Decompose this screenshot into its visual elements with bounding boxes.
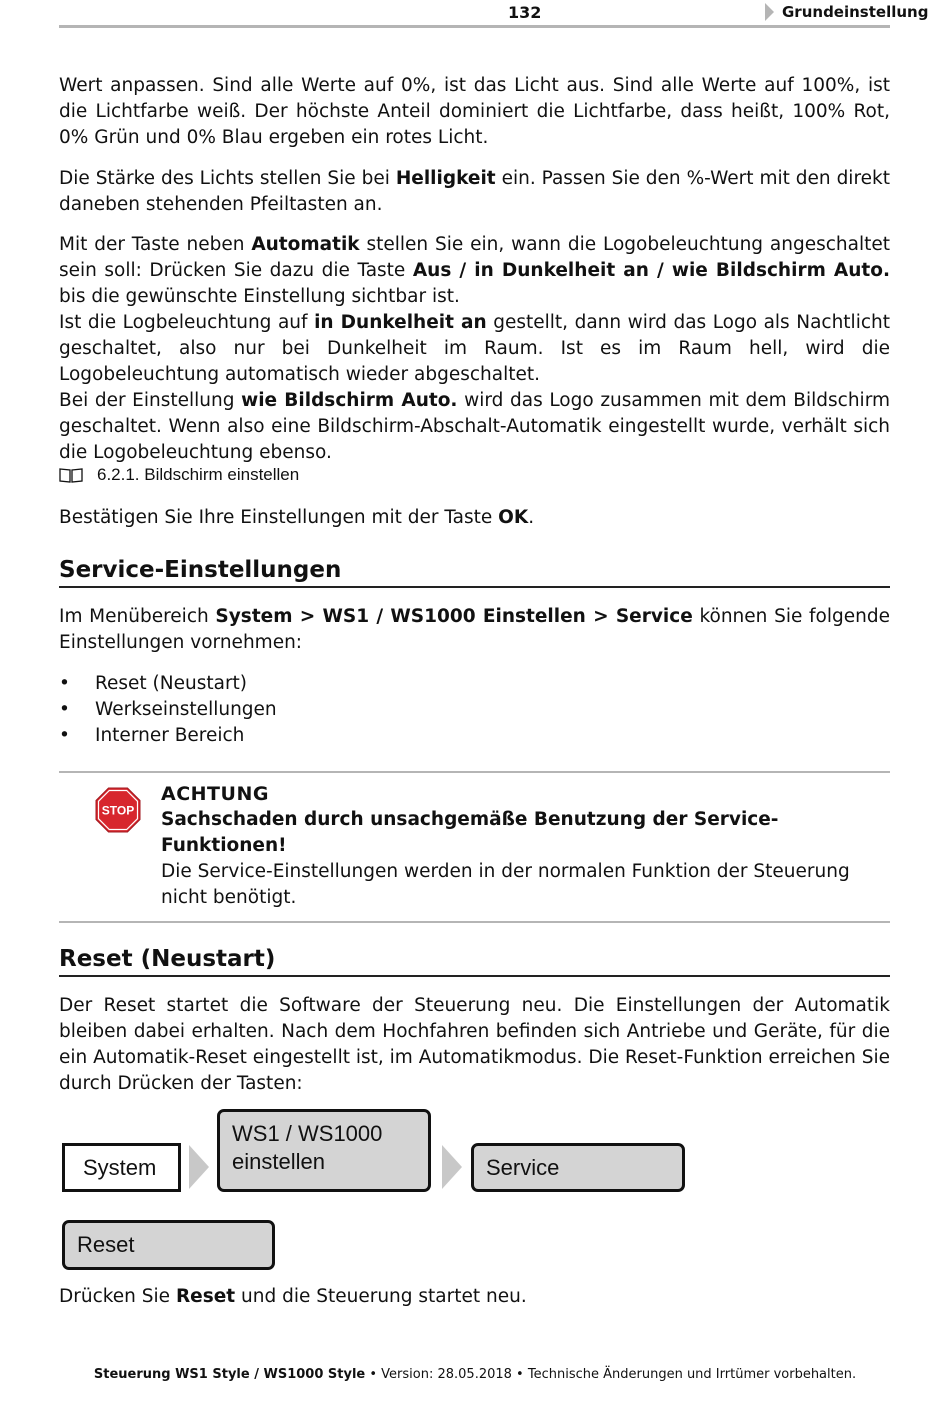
chevron-right-icon bbox=[765, 3, 774, 21]
system-button[interactable]: System bbox=[62, 1143, 181, 1192]
page-header bbox=[59, 0, 929, 28]
arrow-right-icon bbox=[442, 1145, 462, 1189]
paragraph-reset-final: Drücken Sie Reset und die Steuerung startet neu. bbox=[59, 1286, 527, 1307]
warning-text bbox=[161, 781, 861, 911]
cross-reference-label: 6.2.1. Bildschirm einstellen bbox=[97, 465, 300, 484]
warning-body: Die Service-Einstellungen werden in der normalen Funktion der Steuerung nicht benötigt. bbox=[161, 861, 850, 908]
list-item: • Interner Bereich bbox=[59, 723, 277, 749]
stop-sign-label: STOP bbox=[101, 803, 135, 818]
chapter-label: Grundeinstellung bbox=[782, 3, 929, 21]
warning-box bbox=[59, 771, 890, 923]
paragraph-color-values: Wert anpassen. Sind alle Werte auf 0%, ist das Licht aus. Sind alle Werte auf 100%, ist die Lichtfarbe weiß. Der höchste Anteil dominiert die Lichtfarbe, dass heißt, 100% Rot, 0% Grün und 0% Blau ergeben ein rotes Licht. bbox=[59, 75, 890, 148]
service-options-list bbox=[59, 671, 277, 749]
list-item: • Werkseinstellungen bbox=[59, 697, 277, 723]
paragraph-logo-automatic: Mit der Taste neben Automatik stellen Sie ein, wann die Logobeleuchtung angeschaltet sein soll: Drücken Sie dazu die Taste Aus / in Dunkelheit an / wie Bildschirm Auto. bis die gewünschte Einstellung sichtbar ist. Ist die Logbeleuchtung auf in Dunkelheit an gestellt, dann wird das Logo als Nachtlicht geschaltet, also nur bei Dunkelheit im Raum. Ist es im Raum hell, wird die Logobeleuchtung automatisch wieder abgeschaltet. Bei der Einstellung wie Bildschirm Auto. wird das Logo zusammen mit dem Bildschirm geschaltet. Wenn also eine Bildschirm-Abschalt-Automatik eingestellt wurde, verhält sich die Logobeleuchtung ebenso. bbox=[59, 234, 890, 463]
footer-product: Steuerung WS1 Style / WS1000 Style bbox=[93, 1367, 366, 1382]
warning-subtitle: Sachschaden durch unsachgemäße Benutzung der Service-Funktionen! bbox=[161, 809, 779, 856]
ws-settings-button-line1: WS1 / WS1000 bbox=[232, 1121, 383, 1146]
book-icon bbox=[59, 467, 83, 483]
cross-reference[interactable] bbox=[59, 465, 299, 485]
chapter-title bbox=[765, 3, 928, 21]
ws-settings-button[interactable] bbox=[217, 1109, 431, 1192]
paragraph-brightness: Die Stärke des Lichts stellen Sie bei Helligkeit ein. Passen Sie den %-Wert mit den direkt daneben stehenden Pfeiltasten an. bbox=[59, 168, 890, 215]
list-item: • Reset (Neustart) bbox=[59, 671, 277, 697]
paragraph-reset-description: Der Reset startet die Software der Steuerung neu. Die Einstellungen der Automatik bleiben dabei erhalten. Nach dem Hochfahren befinden sich Antriebe und Geräte, für die ein Automatik-Reset eingestellt ist, im Automatikmodus. Die Reset-Funktion erreichen Sie durch Drücken der Tasten: bbox=[59, 995, 890, 1094]
stop-sign-icon bbox=[95, 787, 141, 833]
paragraph-service-intro: Im Menübereich System > WS1 / WS1000 Einstellen > Service können Sie folgende Einstellungen vornehmen: bbox=[59, 606, 890, 653]
service-button[interactable]: Service bbox=[471, 1143, 685, 1192]
page-number: 132 bbox=[508, 3, 542, 22]
ws-settings-button-line2: einstellen bbox=[232, 1149, 325, 1174]
reset-button[interactable]: Reset bbox=[62, 1220, 275, 1270]
warning-title: ACHTUNG bbox=[161, 783, 269, 805]
footer-version: Version: 28.05.2018 bbox=[381, 1367, 512, 1382]
paragraph-confirm: Bestätigen Sie Ihre Einstellungen mit der Taste OK. bbox=[59, 507, 535, 528]
section-heading-reset: Reset (Neustart) bbox=[59, 946, 890, 977]
footer-note: Technische Änderungen und Irrtümer vorbehalten. bbox=[527, 1367, 857, 1382]
arrow-right-icon bbox=[189, 1145, 209, 1189]
section-heading-service: Service-Einstellungen bbox=[59, 557, 890, 588]
page-footer: Steuerung WS1 Style / WS1000 Style • Version: 28.05.2018 • Technische Änderungen und Irrtümer vorbehalten. bbox=[93, 1367, 857, 1382]
